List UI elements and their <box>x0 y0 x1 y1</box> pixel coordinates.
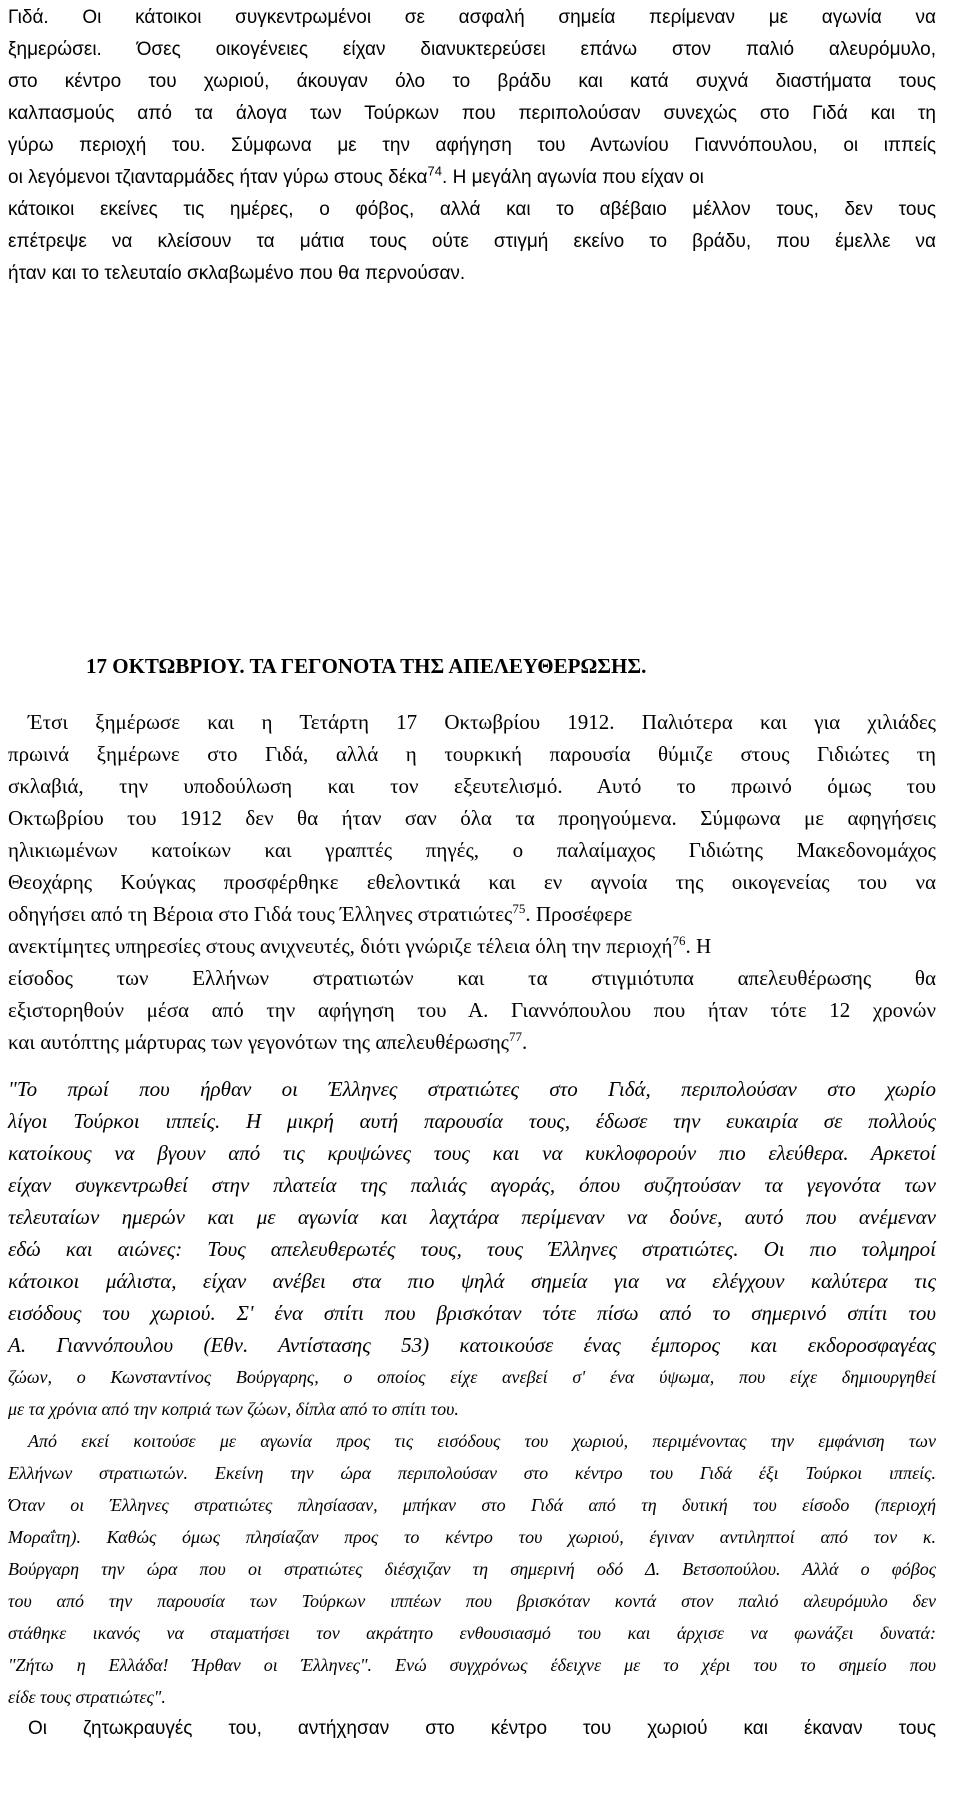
intro-paragraph <box>8 2 936 290</box>
footnote-ref: 77 <box>509 1029 522 1044</box>
footnote-ref: 74 <box>427 163 443 179</box>
text-line: επέτρεψε να κλείσουν τα μάτια τους ούτε στιγμή εκείνο το βράδυ, που έμελλε να <box>8 231 936 252</box>
text-line: "Το πρωί που ήρθαν οι Έλληνες στρατιώτες στο Γιδά, περιπολούσαν στο χωρίο <box>8 1077 936 1101</box>
text-line: καλπασμούς από τα άλογα των Τούρκων που περιπολούσαν συνεχώς στο Γιδά και τη <box>8 103 936 124</box>
text-line <box>8 162 936 194</box>
text-line: γύρω περιοχή του. Σύμφωνα με την αφήγηση του Αντωνίου Γιαννόπουλου, οι ιππείς <box>8 135 936 156</box>
text-line: ζώων, ο Κωνσταντίνος Βούργαρης, ο οποίος είχε ανεβεί σ' ένα ύψωμα, που είχε δημιουργηθεί <box>8 1367 936 1387</box>
text-line: πρωινά ξημέρωνε στο Γιδά, αλλά η τουρκική παρουσία θύμιζε στους Γιδιώτες τη <box>8 742 936 766</box>
text-line: Όταν οι Έλληνες στρατιώτες πλησίασαν, μπήκαν στο Γιδά από τη δυτική του είσοδο (περιοχή <box>8 1495 936 1515</box>
text-line: είχαν συγκεντρωθεί στην πλατεία της παλιάς αγοράς, όπου συζητούσαν τα γεγονότα των <box>8 1173 936 1197</box>
text-line: είσοδος των Ελλήνων στρατιωτών και τα στιγμιότυπα απελευθέρωσης θα <box>8 966 936 990</box>
footnote-ref: 76 <box>672 933 686 948</box>
text-line: Α. Γιαννόπουλου (Εθν. Αντίστασης 53) κατοικούσε ένας έμπορος και εκδοροσφαγέας <box>8 1333 936 1357</box>
text-line: κατοίκους να βγουν από τις κρυψώνες τους και να κυκλοφορούν πιο ελεύθερα. Αρκετοί <box>8 1141 936 1165</box>
text-run: . <box>522 1030 528 1054</box>
text-line: Οι ζητωκραυγές του, αντήχησαν στο κέντρο του χωριού και έκαναν τους <box>28 1718 936 1739</box>
text-line: Θεοχάρης Κούγκας προσφέρθηκε εθελοντικά και εν αγνοία της οικογενείας του να <box>8 870 936 894</box>
text-line <box>8 930 936 962</box>
text-line: Από εκεί κοιτούσε με αγωνία προς τις εισόδους του χωριού, περιμένοντας την εμφάνιση των <box>28 1431 936 1451</box>
text-line: Ελλήνων στρατιωτών. Εκείνη την ώρα περιπολούσαν στο κέντρο του Γιδά έξι Τούρκοι ιππείς. <box>8 1463 936 1483</box>
text-line: τελευταίων ημερών και με αγωνία και λαχτάρα περίμεναν να δούνε, αυτό που ανέμεναν <box>8 1205 936 1229</box>
text-line: "Ζήτω η Ελλάδα! Ήρθαν οι Έλληνες". Ενώ συγχρόνως έδειχνε με το χέρι του το σημείο που <box>8 1655 936 1675</box>
text-run: . Προσέφερε <box>525 902 633 926</box>
text-line: κάτοικοι εκείνες τις ημέρες, ο φόβος, αλλά και το αβέβαιο μέλλον τους, δεν τους <box>8 199 936 220</box>
text-line: σκλαβιά, την υποδούλωση και τον εξευτελισμό. Αυτό το πρωινό όμως του <box>8 774 936 798</box>
text-line: εισόδους του χωριού. Σ' ένα σπίτι που βρισκόταν τότε πίσω από το σημερινό σπίτι του <box>8 1301 936 1325</box>
text-line: ήταν και το τελευταίο σκλαβωμένο που θα περνούσαν. <box>8 263 466 284</box>
text-line: είδε τους στρατιώτες". <box>8 1687 166 1707</box>
text-line: εξιστορηθούν μέσα από την αφήγηση του Α. Γιαννόπουλου που ήταν τότε 12 χρονών <box>8 998 936 1022</box>
text-run: και αυτόπτης μάρτυρας των γεγονότων της απελευθέρωσης <box>8 1030 509 1054</box>
text-line: Γιδά. Οι κάτοικοι συγκεντρωμένοι σε ασφαλή σημεία περίμεναν με αγωνία να <box>8 7 936 28</box>
text-line: Μοραΐτη). Καθώς όμως πλησίαζαν προς το κέντρο του χωριού, έγιναν αντιληπτοί από τον κ. <box>8 1527 936 1547</box>
quote-block-continued <box>8 1425 936 1713</box>
text-run: ανεκτίμητες υπηρεσίες στους ανιχνευτές, διότι γνώριζε τέλεια όλη την περιοχή <box>8 934 673 958</box>
text-line: κάτοικοι μάλιστα, είχαν ανέβει στα πιο ψηλά σημεία για να ελέγχουν καλύτερα τις <box>8 1269 936 1293</box>
section-paragraph <box>8 706 936 1058</box>
text-line: λίγοι Τούρκοι ιππείς. Η μικρή αυτή παρουσία τους, έδωσε την ευκαιρία σε πολλούς <box>8 1109 936 1133</box>
text-line: στο κέντρο του χωριού, άκουγαν όλο το βράδυ και κατά συχνά διαστήματα τους <box>8 71 936 92</box>
text-line: Οκτωβρίου του 1912 δεν θα ήταν σαν όλα τα προηγούμενα. Σύμφωνα με αφηγήσεις <box>8 806 936 830</box>
text-run: οδηγήσει από τη Βέροια στο Γιδά τους Έλληνες στρατιώτες <box>8 902 513 926</box>
text-run: . Η μεγάλη αγωνία που είχαν οι <box>442 167 704 188</box>
section-heading: 17 ΟΚΤΩΒΡΙΟΥ. ΤΑ ΓΕΓΟΝΟΤΑ ΤΗΣ ΑΠΕΛΕΥΘΕΡΩΣΗΣ. <box>86 654 647 678</box>
text-line: του από την παρουσία των Τούρκων ιππέων που βρισκόταν κοντά στον παλιό αλευρόμυλο δεν <box>8 1591 936 1611</box>
text-line: στάθηκε ικανός να σταματήσει τον ακράτητο ενθουσιασμό του και άρχισε να φωνάζει δυνατά: <box>8 1623 936 1643</box>
text-line: ηλικιωμένων κατοίκων και γραπτές πηγές, ο παλαίμαχος Γιδιώτης Μακεδονομάχος <box>8 838 936 862</box>
text-line <box>8 1026 936 1058</box>
text-line: ξημερώσει. Όσες οικογένειες είχαν διανυκτερεύσει επάνω στον παλιό αλευρόμυλο, <box>8 39 936 60</box>
text-line: εδώ και αιώνες: Τους απελευθερωτές τους, τους Έλληνες στρατιώτες. Οι πιο τολμηροί <box>8 1237 936 1261</box>
text-line: Έτσι ξημέρωσε και η Τετάρτη 17 Οκτωβρίου 1912. Παλιότερα και για χιλιάδες <box>28 710 936 734</box>
text-line: με τα χρόνια από την κοπριά των ζώων, δίπλα από το σπίτι του. <box>8 1399 459 1419</box>
quote-block <box>8 1073 936 1425</box>
text-line <box>8 898 936 930</box>
text-line: Βούργαρη την ώρα που οι στρατιώτες διέσχιζαν τη σημερινή οδό Δ. Βετσοπούλου. Αλλά ο φόβος <box>8 1559 936 1579</box>
footnote-ref: 75 <box>512 901 526 916</box>
text-run: . Η <box>685 934 712 958</box>
closing-paragraph <box>8 1713 936 1745</box>
text-run: οι λεγόμενοι τζιανταρμάδες ήταν γύρω στους δέκα <box>8 167 428 188</box>
